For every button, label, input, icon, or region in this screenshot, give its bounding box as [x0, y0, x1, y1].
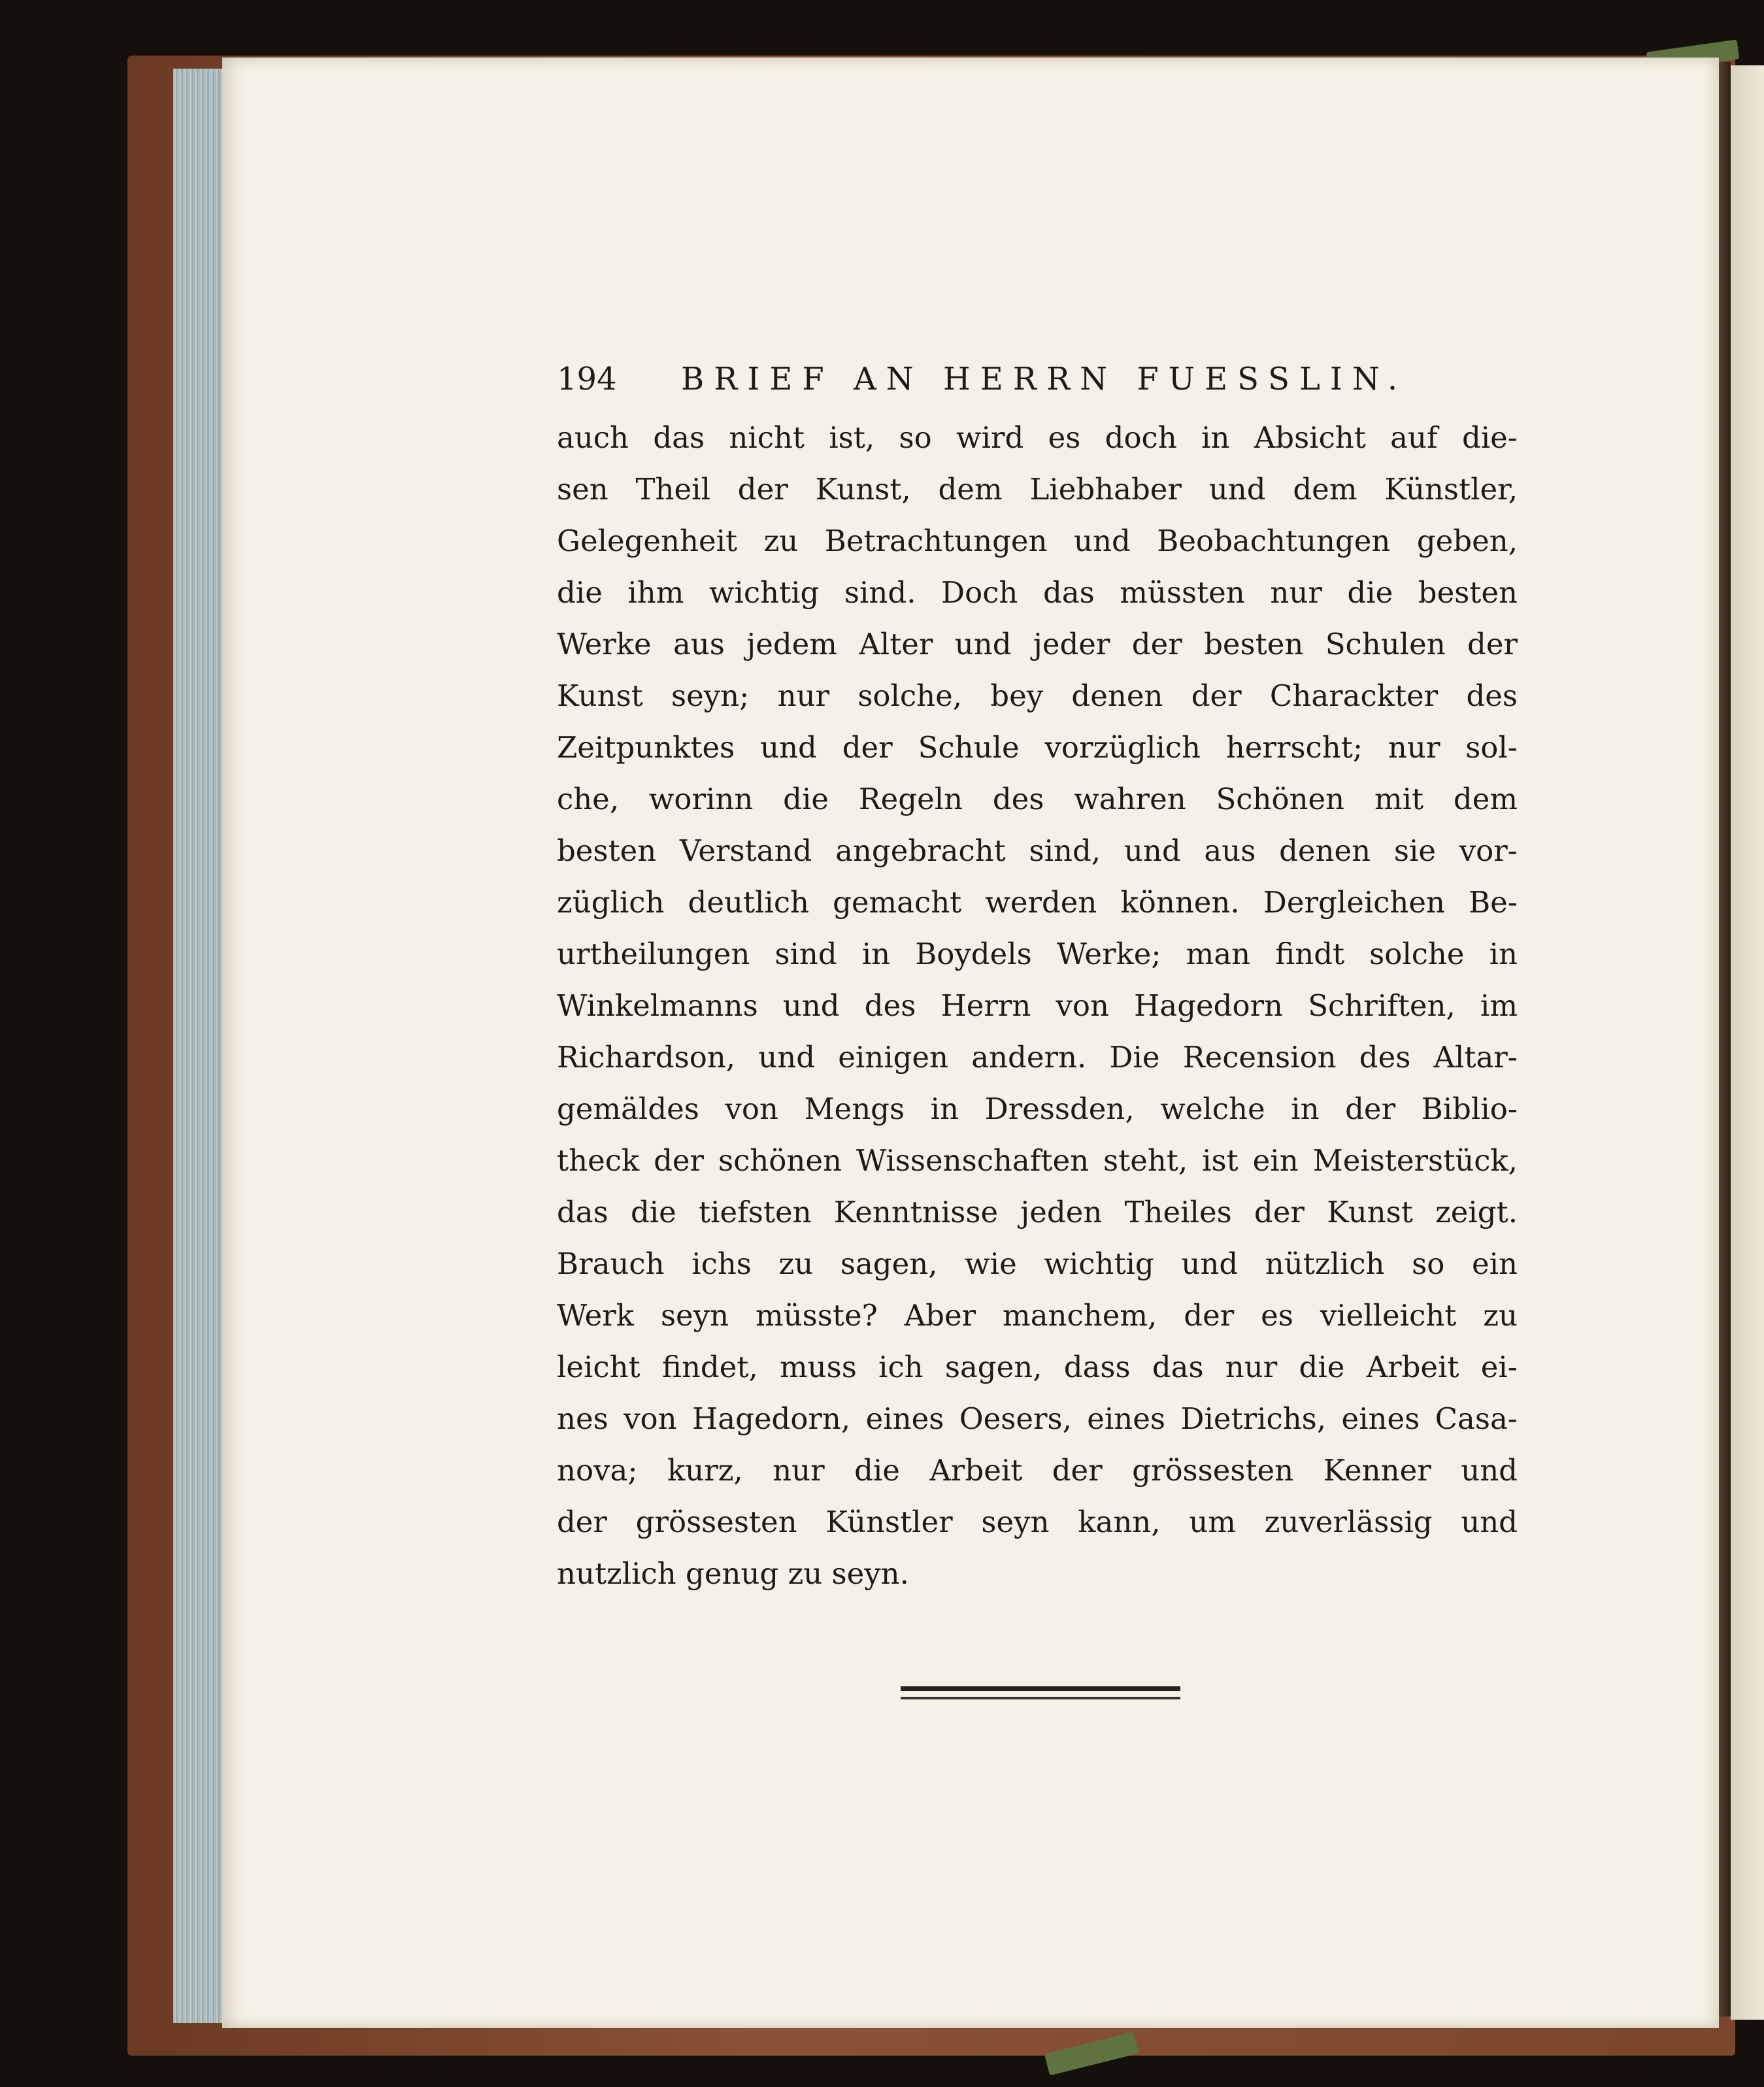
book-gutter — [1719, 62, 1731, 2016]
body-text — [557, 412, 1518, 1599]
page-edges — [173, 69, 229, 2023]
text-line: Winkelmanns und des Herrn von Hagedorn Schriften, im — [557, 988, 1518, 1023]
text-line: urtheilungen sind in Boydels Werke; man findt solche in — [557, 937, 1518, 971]
running-title: BRIEF AN HERRN FUESSLIN. — [681, 361, 1408, 397]
text-line: theck der schönen Wissenschaften steht, ist ein Meisterstück, — [557, 1143, 1518, 1178]
text-line: der grössesten Künstler seyn kann, um zuverlässig und — [557, 1505, 1518, 1539]
text-line: auch das nicht ist, so wird es doch in Absicht auf die- — [557, 420, 1518, 455]
text-line: besten Verstand angebracht sind, und aus denen sie vor- — [557, 833, 1518, 868]
text-line: Kunst seyn; nur solche, bey denen der Charackter des — [557, 678, 1518, 713]
page-header — [557, 356, 1518, 402]
text-line: che, worinn die Regeln des wahren Schönen mit dem — [557, 782, 1518, 816]
end-rule — [901, 1686, 1180, 1699]
text-line: Brauch ichs zu sagen, wie wichtig und nützlich so ein — [557, 1246, 1518, 1281]
text-line: Werk seyn müsste? Aber manchem, der es vielleicht zu — [557, 1298, 1518, 1333]
text-line: leicht findet, muss ich sagen, dass das nur die Arbeit ei- — [557, 1350, 1518, 1384]
text-line: das die tiefsten Kenntnisse jeden Theiles der Kunst zeigt. — [557, 1195, 1518, 1229]
text-line: Richardson, und einigen andern. Die Recension des Altar- — [557, 1040, 1518, 1075]
text-line: gemäldes von Mengs in Dressden, welche in der Biblio- — [557, 1092, 1518, 1126]
text-line: Gelegenheit zu Betrachtungen und Beobachtungen geben, — [557, 524, 1518, 558]
text-line: Zeitpunktes und der Schule vorzüglich herrscht; nur sol- — [557, 730, 1518, 765]
text-line: sen Theil der Kunst, dem Liebhaber und dem Künstler, — [557, 472, 1518, 507]
text-line: nes von Hagedorn, eines Oesers, eines Dietrichs, eines Casa- — [557, 1401, 1518, 1436]
text-line: nova; kurz, nur die Arbeit der grössesten Kenner und — [557, 1453, 1518, 1488]
text-line: Werke aus jedem Alter und jeder der besten Schulen der — [557, 627, 1518, 661]
facing-page-edge — [1731, 65, 1764, 2020]
page-number: 194 — [557, 361, 617, 397]
text-line: die ihm wichtig sind. Doch das müssten nur die besten — [557, 575, 1518, 610]
text-line: nutzlich genug zu seyn. — [557, 1556, 909, 1591]
text-line: züglich deutlich gemacht werden können. Dergleichen Be- — [557, 885, 1518, 920]
